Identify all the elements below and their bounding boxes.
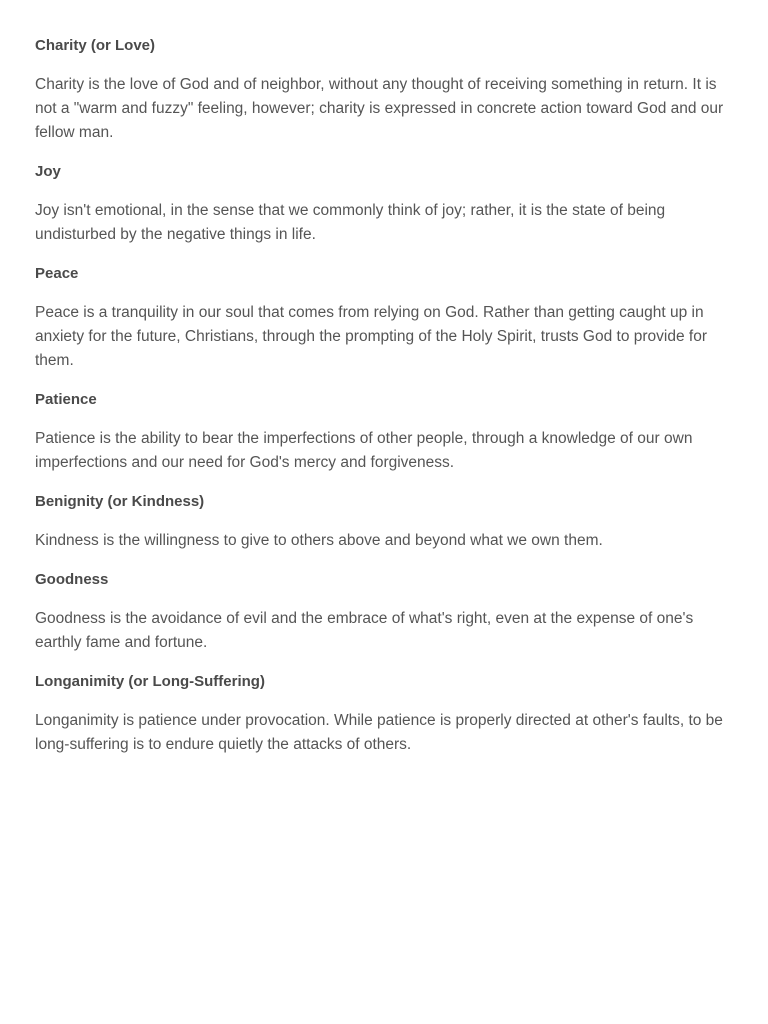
section-benignity — [35, 490, 735, 553]
section-heading: Longanimity (or Long-Suffering) — [35, 673, 265, 690]
article-body — [35, 34, 735, 772]
section-paragraph: Charity is the love of God and of neighbor, without any thought of receiving something in return. It is not a "warm and fuzzy" feeling, however; charity is expressed in concrete action toward God and our fellow man. — [35, 76, 724, 141]
section-paragraph: Longanimity is patience under provocation. While patience is properly directed at other's faults, to be long-suffering is to endure quietly the attacks of others. — [35, 712, 723, 753]
section-heading: Peace — [35, 265, 79, 282]
section-paragraph: Joy isn't emotional, in the sense that we commonly think of joy; rather, it is the state of being undisturbed by the negative things in life. — [35, 202, 666, 243]
section-heading: Goodness — [35, 571, 109, 588]
section-patience — [35, 388, 735, 475]
section-joy — [35, 160, 735, 247]
section-paragraph: Goodness is the avoidance of evil and the embrace of what's right, even at the expense of one's earthly fame and fortune. — [35, 610, 694, 651]
section-peace — [35, 262, 735, 373]
section-paragraph: Peace is a tranquility in our soul that comes from relying on God. Rather than getting caught up in anxiety for the future, Christians, through the prompting of the Holy Spirit, trusts God to provide for them. — [35, 304, 707, 369]
section-heading: Charity (or Love) — [35, 37, 156, 54]
section-goodness — [35, 568, 735, 655]
section-heading: Benignity (or Kindness) — [35, 493, 205, 510]
section-paragraph: Kindness is the willingness to give to others above and beyond what we own them. — [35, 532, 603, 549]
section-charity — [35, 34, 735, 145]
section-longanimity — [35, 670, 735, 757]
section-heading: Patience — [35, 391, 97, 408]
section-heading: Joy — [35, 163, 61, 180]
section-paragraph: Patience is the ability to bear the imperfections of other people, through a knowledge of our own imperfections and our need for God's mercy and forgiveness. — [35, 430, 693, 471]
